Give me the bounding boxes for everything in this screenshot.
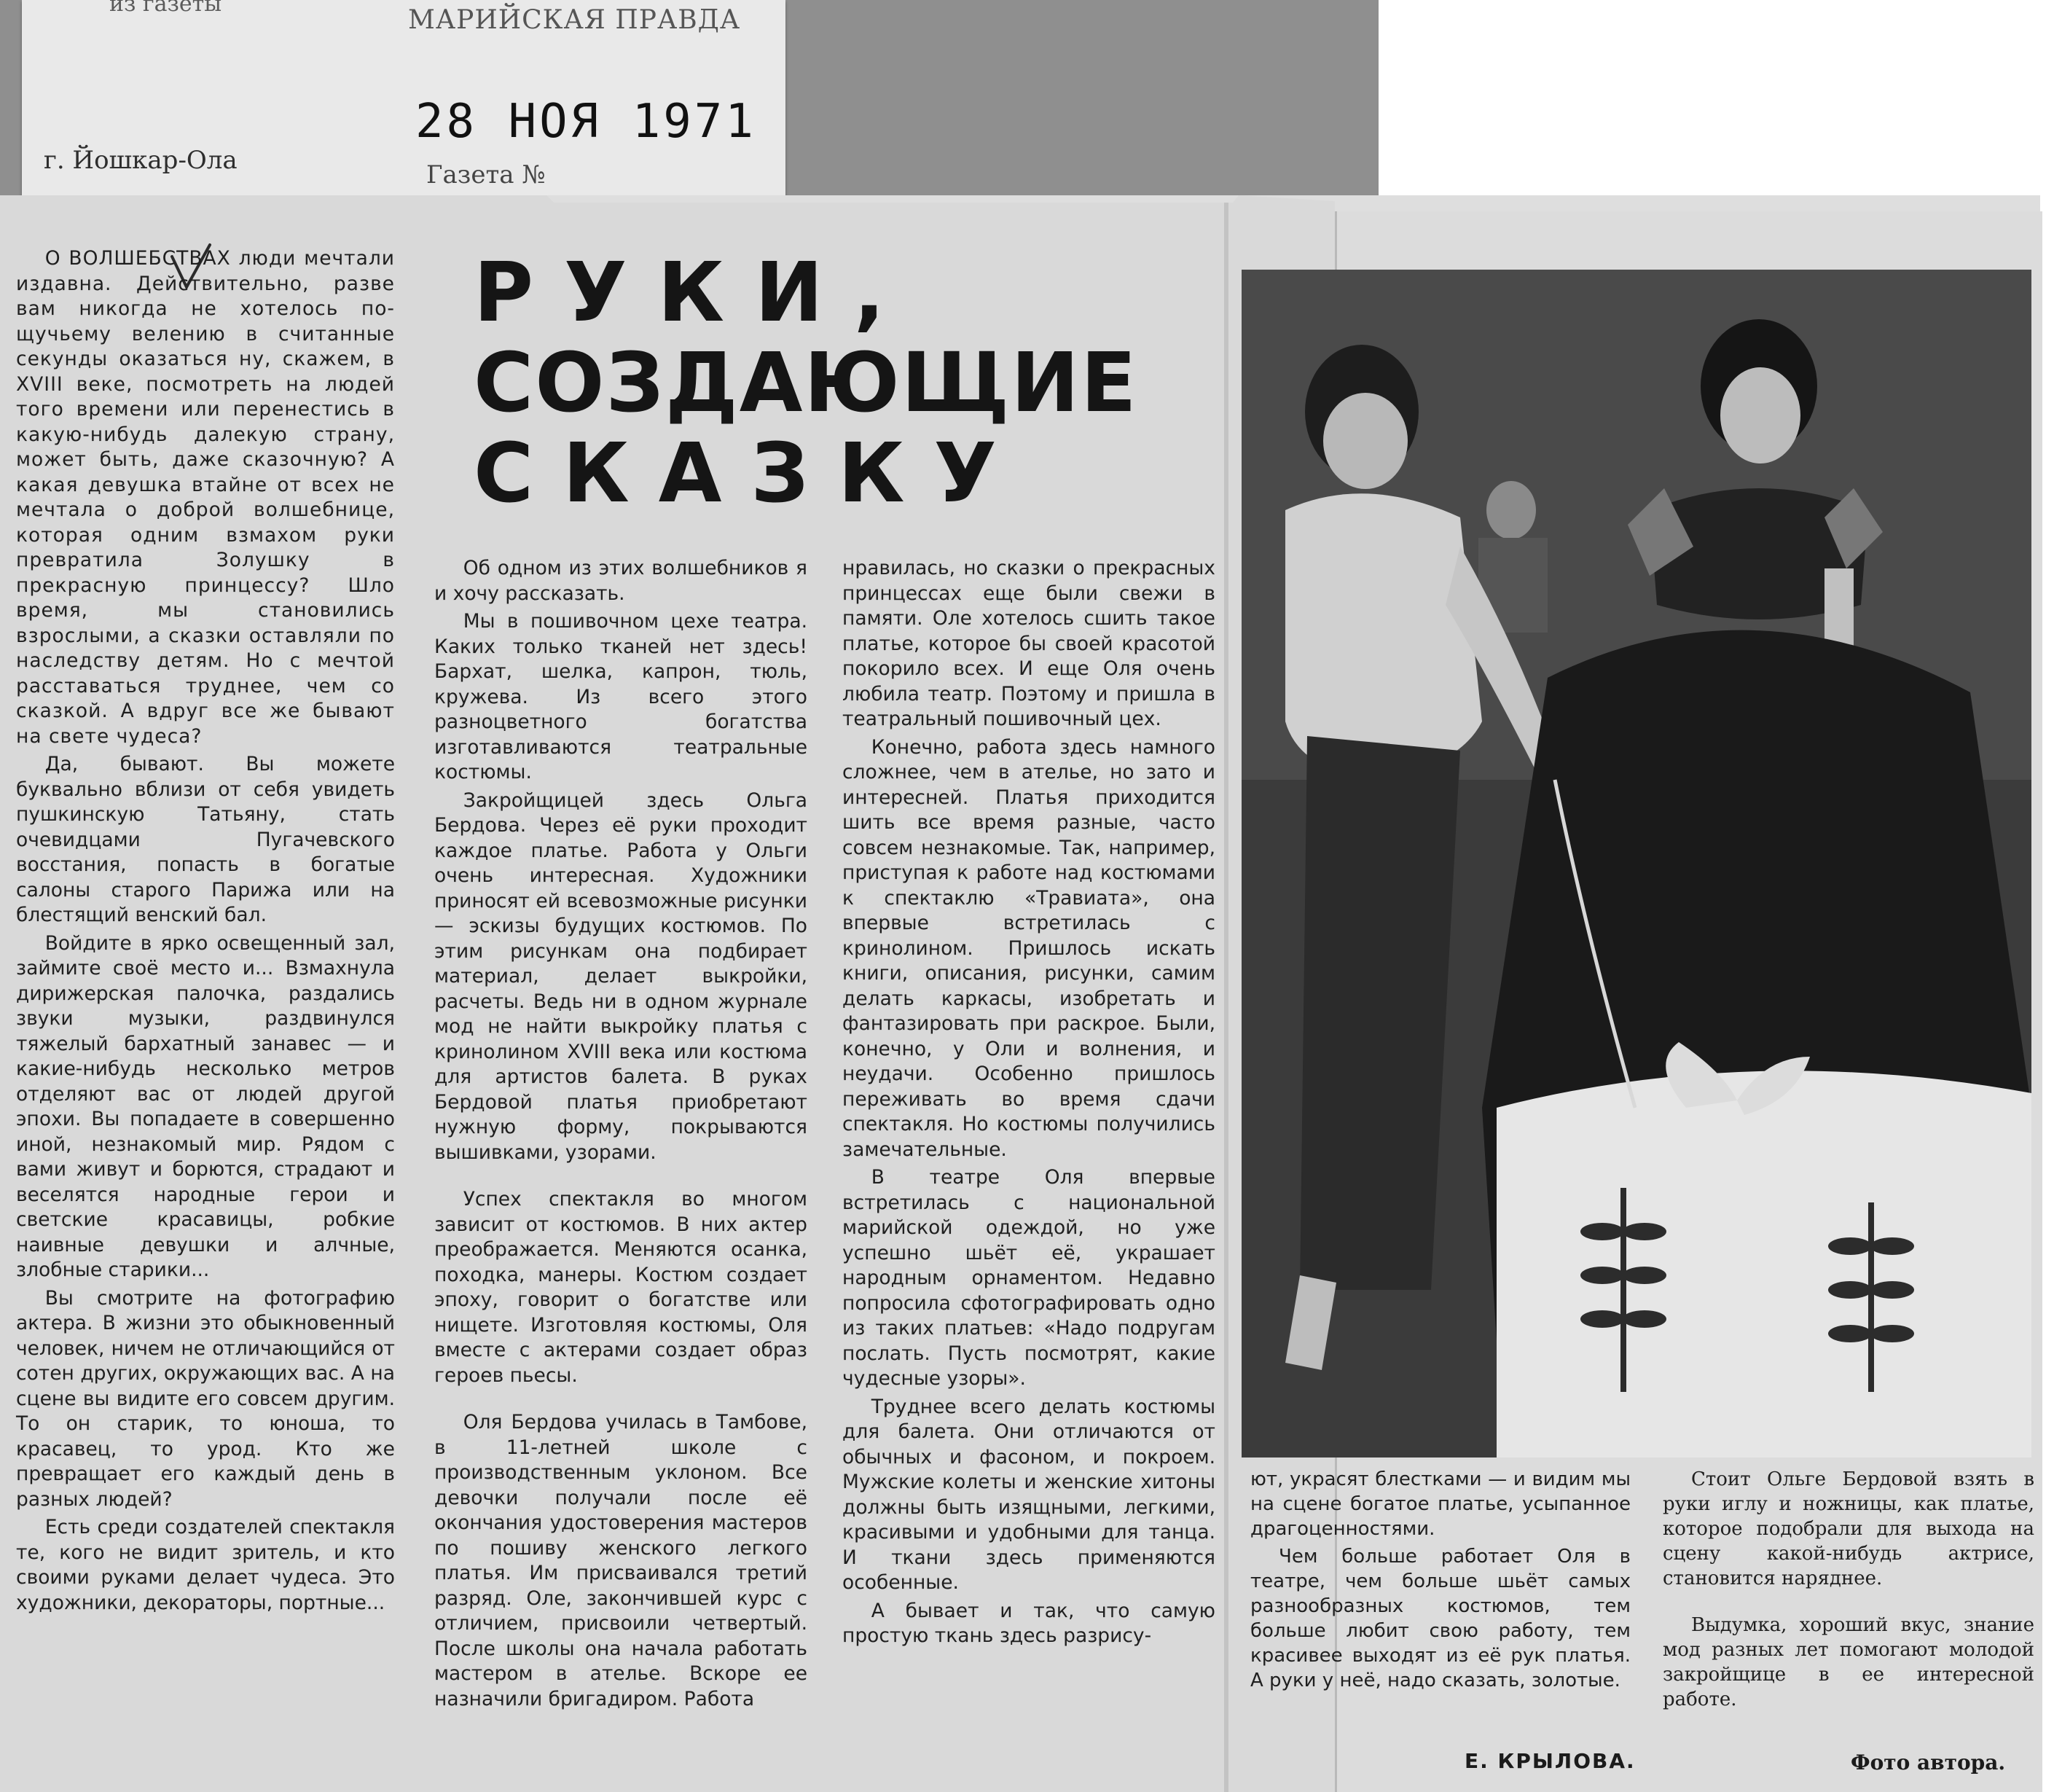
paragraph: О ВОЛШЕБСТВАХ люди мечтали издавна. Действительно, разве вам никогда не хотелось по-щучьему велению в считанные секунды оказаться ну, скажем, в XVIII веке, посмотреть на людей того времени или перенестись в какую-нибудь далекую страну, может быть, даже сказочную? А какая девушка втайне от всех не мечтала о доброй волшебнице, которая одним взмахом руки превратила Золушку в прекрасную принцессу? Шло время, мы становились взрослыми, а сказки оставляли по наследству детям. Но с мечтой расставаться труднее, чем со сказкой. А вдруг все же бывают на свете чудеса? — [16, 247, 395, 748]
paragraph: Закройщицей здесь Ольга Бердова. Через её руки проходит каждое платье. Работа у Ольги очень интересная. Художники приносят ей всевозможные рисунки — эскизы будущих костюмов. По этим рисункам она подбирает материал, делает выкройки, расчеты. Ведь ни в одном журнале мод не найти выкройку платья с кринолином XVIII века или костюма для артистов балета. В руках Бердовой платья приобретают нужную форму, покрываются вышивками, узорами. — [434, 789, 807, 1164]
photo-credit: Фото автора. — [1851, 1750, 2006, 1775]
article-column-1 — [16, 246, 395, 1616]
photo-illustration — [1242, 270, 2031, 1458]
headline-line-2: СОЗДАЮЩИЕ — [474, 336, 1138, 431]
label-newspaper-name: МАРИЙСКАЯ ПРАВДА — [408, 5, 741, 35]
headline-line-3: СКАЗКУ — [474, 426, 1026, 521]
paragraph: А бывает и так, что самую простую ткань здесь разрису- — [842, 1599, 1215, 1647]
paragraph: Конечно, работа здесь намного сложнее, чем в ателье, но зато и интересней. Платья приходится шить все время разные, часто совсем незнакомые. Так, например, приступая к работе над костюмами к спектаклю «Травиата», она впервые встретилась с кринолином. Пришлось искать книги, описания, рисунки, самим делать каркасы, изобретать и фантазировать при раскрое. Были, конечно, у Оли и волнения, и неудачи. Особенно пришлось переживать во время сдачи спектакля. Но костюмы получились замечательные. — [842, 735, 1215, 1161]
paragraph: Оля Бердова училась в Тамбове, в 11-летней школе с производственным уклоном. Все девочки получали после её окончания удостоверения мастеров по пошиву женского легкого платья. Им присваивался третий разряд. Оле, закончившей курс с отличием, присвоили четвертый. После школы она начала работать мастером в ателье. Вскоре ее назначили бригадиром. Работа — [434, 1411, 807, 1710]
paragraph: Есть среди создателей спектакля те, кого не видит зритель, и кто своими руками делает чудеса. Это художники, декораторы, портные... — [16, 1516, 395, 1614]
headline-line-1: РУКИ, — [474, 246, 916, 340]
paragraph: Чем больше работает Оля в театре, чем больше шьёт самых разнообразных костюмов, тем больше любит свою работу, тем красивее выходят из её рук платья. А руки у неё, надо сказать, золотые. — [1250, 1546, 1631, 1691]
paragraph: Да, бывают. Вы можете буквально вблизи от себя увидеть пушкинскую Татьяну, стать очевидцами Пугачевского восстания, попасть в богатые салоны старого Парижа или на блестящий венский бал. — [16, 753, 395, 926]
paragraph: Мы в пошивочном цехе театра. Каких только тканей нет здесь! Бархат, шелка, капрон, тюль, кружева. Из всего этого разноцветного богатства изготавливаются театральные костюмы. — [434, 610, 807, 783]
label-source-fragment: из газеты — [109, 0, 222, 17]
paragraph: Труднее всего делать костюмы для балета. Они отличаются от обычных и фасоном, и покроем. Мужские колеты и женские хитоны должны быть изящными, легкими, красивыми и удобными для танца. И ткани здесь применяются особенные. — [842, 1395, 1215, 1594]
article-headline — [474, 246, 1138, 521]
article-column-5 — [1663, 1467, 2034, 1712]
label-issue-number: Газета № — [426, 160, 546, 189]
article-column-4 — [1250, 1467, 1631, 1693]
article-column-3 — [842, 556, 1215, 1649]
paragraph: Войдите в ярко освещенный зал, займите своё место и... Взмахнула дирижерская палочка, раздались звуки музыки, раздвинулся тяжелый бархатный занавес — и какие-нибудь несколько метров отделяют вас от людей другой эпохи. Вы попадаете в совершенно иной, незнакомый мир. Рядом с вами живут и борются, страдают и веселятся народные герои и светские красавицы, робкие наивные девушки и алчные, злобные старики... — [16, 931, 395, 1281]
paragraph: Об одном из этих волшебников я и хочу рассказать. — [434, 557, 807, 605]
paragraph: ют, украсят блестками — и видим мы на сцене богатое платье, усыпанное драгоценностями. — [1250, 1468, 1631, 1540]
paragraph: Стоит Ольге Бердовой взять в руки иглу и ножницы, как платье, которое подобрали для выхода на сцену какой-нибудь актрисе, становится наряднее. — [1663, 1468, 2034, 1589]
label-date-stamp: 28 НОЯ 1971 — [415, 95, 756, 149]
paragraph: Успех спектакля во многом зависит от костюмов. В них актер преображается. Меняются осанка, походка, манеры. Костюм создает эпоху, говорит о богатстве или нищете. Изготовляя костюмы, Оля вместе с актерами создает образ героев пьесы. — [434, 1188, 807, 1387]
article-photo — [1242, 270, 2031, 1458]
newspaper-clipping — [0, 195, 2040, 1792]
label-city: г. Йошкар-Ола — [44, 146, 238, 175]
archive-label-slip — [22, 0, 785, 203]
paragraph: Вы смотрите на фотографию актера. В жизни это обыкновенный человек, ничем не отличающийся от сотен других, окружающих вас. А на сцене вы видите его совсем другим. То он старик, то юноша, то красавец, то урод. Кто же превращает его каждый день в разных людей? — [16, 1286, 395, 1511]
paragraph: В театре Оля впервые встретилась с национальной марийской одеждой, но уже успешно шьёт её, украшает народным орнаментом. Недавно попросила сфотографировать одно из таких платьев: «Надо подругам послать. Пусть посмотрят, какие чудесные узоры». — [842, 1166, 1215, 1390]
author-signature: Е. КРЫЛОВА. — [1465, 1749, 1636, 1773]
article-column-2 — [434, 556, 807, 1712]
paragraph: нравилась, но сказки о прекрасных принцессах еще были свежи в памяти. Оле хотелось сшить такое платье, которое бы своей красотой покорило всех. И еще Оля очень любила театр. Поэтому и пришла в театральный пошивочный цех. — [842, 557, 1215, 730]
paragraph: Выдумка, хороший вкус, знание мод разных лет помогают молодой закройщице в ее интересной работе. — [1663, 1614, 2034, 1710]
